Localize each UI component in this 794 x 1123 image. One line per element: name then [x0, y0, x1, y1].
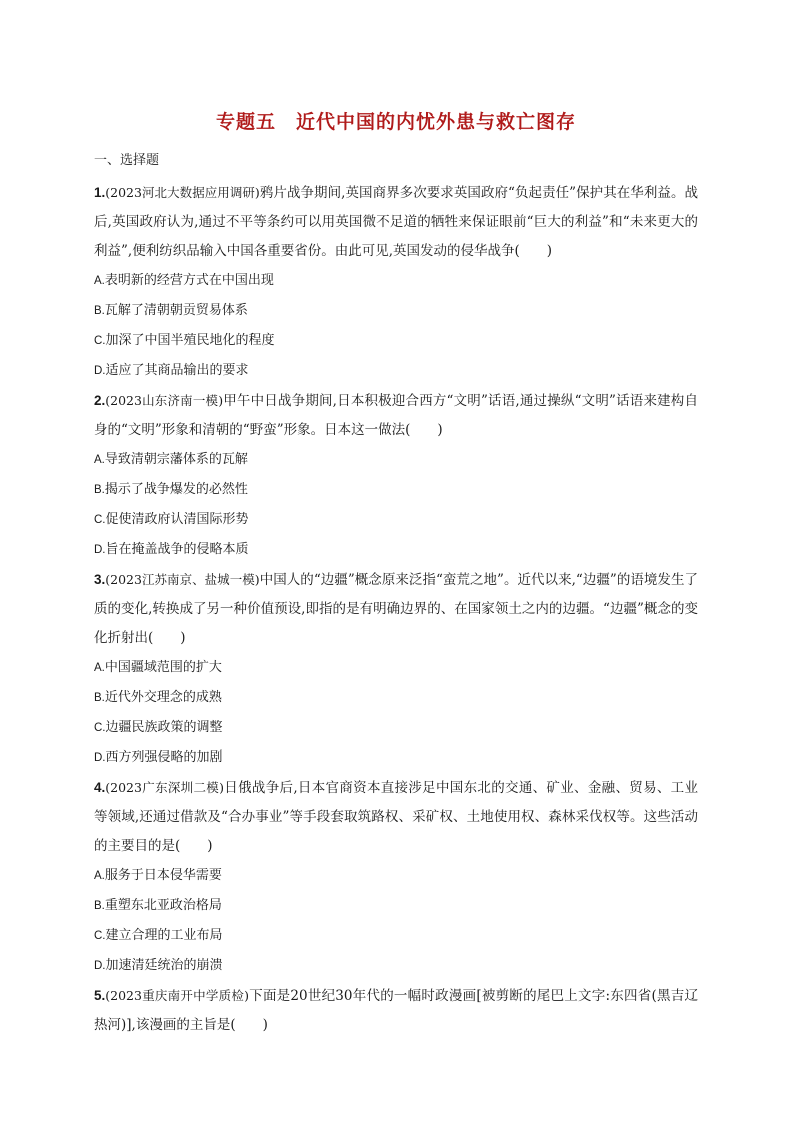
answer-option — [94, 713, 698, 743]
option-text: 导致清朝宗藩体系的瓦解 — [104, 452, 248, 467]
answer-option — [94, 475, 698, 505]
question-1 — [94, 178, 698, 386]
question-number: 5. — [94, 988, 106, 1003]
option-letter: B. — [94, 900, 105, 912]
option-letter: D. — [94, 752, 106, 764]
option-text: 建立合理的工业布局 — [105, 928, 223, 943]
option-letter: B. — [94, 692, 105, 704]
option-text: 加速清廷统治的崩溃 — [105, 958, 223, 973]
option-letter: A. — [94, 662, 105, 674]
option-text: 加深了中国半殖民地化的程度 — [105, 333, 275, 348]
option-letter: A. — [94, 454, 105, 466]
question-stem — [94, 565, 698, 653]
option-text: 表明新的经营方式在中国出现 — [104, 273, 274, 288]
option-letter: B. — [94, 484, 105, 496]
answer-option — [94, 505, 698, 535]
question-4 — [94, 773, 698, 981]
question-text: 下面是20世纪30年代的一幅时政漫画[被剪断的尾巴上文字:东四省(黑吉辽热河)],该漫画的主旨是( ) — [94, 988, 698, 1033]
question-2 — [94, 386, 698, 565]
question-source: (2023山东济南一模) — [105, 393, 224, 408]
question-text: 中国人的“边疆”概念原来泛指“蛮荒之地”。近代以来,“边疆”的语境发生了质的变化,转换成了另一种价值预设,即指的是有明确边界的、在国家领土之内的边疆。“边疆”概念的变化折射出( ) — [94, 572, 698, 646]
option-letter: C. — [94, 722, 106, 734]
option-letter: D. — [94, 544, 106, 556]
question-number: 2. — [94, 393, 106, 408]
answer-option — [94, 326, 698, 356]
question-stem — [94, 773, 698, 861]
question-number: 1. — [94, 185, 106, 200]
answer-option — [94, 951, 698, 981]
option-text: 瓦解了清朝朝贡贸易体系 — [104, 303, 248, 318]
question-text: 日俄战争后,日本官商资本直接涉足中国东北的交通、矿业、金融、贸易、工业等领域,还通过借款及“合办事业”等手段套取筑路权、采矿权、土地使用权、森林采伐权等。这些活动的主要目的是( ) — [94, 780, 698, 854]
question-stem — [94, 178, 698, 266]
option-letter: A. — [94, 275, 105, 287]
option-text: 中国疆域范围的扩大 — [104, 660, 222, 675]
option-text: 揭示了战争爆发的必然性 — [104, 482, 248, 497]
answer-option — [94, 743, 698, 773]
option-letter: D. — [94, 960, 106, 972]
question-text: 鸦片战争期间,英国商界多次要求英国政府“负起责任”保护其在华利益。战后,英国政府认为,通过不平等条约可以用英国微不足道的牺牲来保证眼前“巨大的利益”和“未来更大的利益”,便利纺织品输入中国各重要省份。由此可见,英国发动的侵华战争( ) — [94, 185, 698, 259]
answer-option — [94, 861, 698, 891]
option-text: 重塑东北亚政治格局 — [104, 898, 222, 913]
option-letter: C. — [94, 930, 106, 942]
option-letter: C. — [94, 335, 106, 347]
question-stem — [94, 386, 698, 445]
option-letter: D. — [94, 365, 106, 377]
question-stem — [94, 981, 698, 1040]
question-source: (2023江苏南京、盐城一模) — [105, 572, 260, 587]
option-letter: A. — [94, 870, 105, 882]
option-text: 适应了其商品输出的要求 — [105, 363, 249, 378]
question-number: 3. — [94, 572, 106, 587]
question-number: 4. — [94, 780, 106, 795]
answer-option — [94, 296, 698, 326]
question-source: (2023河北大数据应用调研) — [105, 185, 260, 200]
section-heading: 一、选择题 — [94, 153, 160, 168]
question-list — [94, 178, 698, 1040]
answer-option — [94, 891, 698, 921]
option-text: 旨在掩盖战争的侵略本质 — [105, 542, 249, 557]
answer-option — [94, 921, 698, 951]
page-title: 专题五 近代中国的内忧外患与救亡图存 — [215, 111, 576, 133]
question-source: (2023重庆南开中学质检) — [105, 988, 249, 1003]
question-text: 甲午中日战争期间,日本积极迎合西方“文明”话语,通过操纵“文明”话语来建构自身的“文明”形象和清朝的“野蛮”形象。日本这一做法( ) — [94, 393, 698, 438]
question-3 — [94, 565, 698, 773]
option-text: 边疆民族政策的调整 — [105, 720, 223, 735]
question-5 — [94, 981, 698, 1040]
answer-option — [94, 356, 698, 386]
option-text: 促使清政府认清国际形势 — [105, 512, 249, 527]
answer-option — [94, 535, 698, 565]
answer-option — [94, 266, 698, 296]
answer-option — [94, 445, 698, 475]
answer-option — [94, 683, 698, 713]
option-letter: C. — [94, 514, 106, 526]
option-letter: B. — [94, 305, 105, 317]
option-text: 服务于日本侵华需要 — [104, 868, 222, 883]
option-text: 近代外交理念的成熟 — [104, 690, 222, 705]
option-text: 西方列强侵略的加剧 — [105, 750, 223, 765]
answer-option — [94, 653, 698, 683]
question-source: (2023广东深圳二模) — [105, 780, 224, 795]
